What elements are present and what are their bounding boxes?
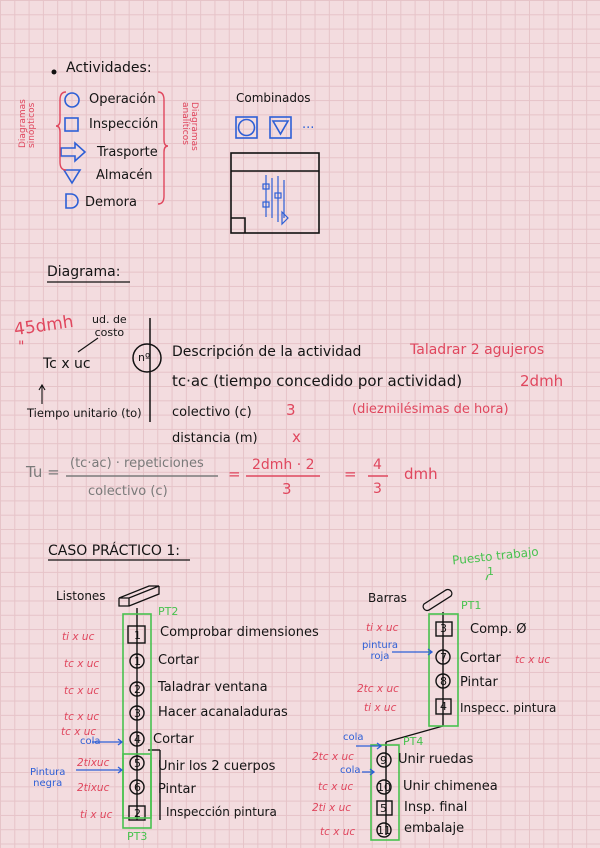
cola-note-barras-2: cola xyxy=(340,765,361,776)
formula-num: (tc·ac) · repeticiones xyxy=(70,456,204,471)
demora-label: Demora xyxy=(85,195,137,210)
barras-step-cost: tc x uc xyxy=(318,781,354,793)
barras-step-number: 4 xyxy=(440,700,447,713)
distancia-label: distancia (m) xyxy=(172,431,258,446)
barras-step-cost: 2tc x uc xyxy=(312,751,354,763)
barras-extra-cost: 2tc x uc xyxy=(357,683,399,695)
listones-step-number: 3 xyxy=(134,707,141,720)
listones-step-cost: tc x uc xyxy=(64,685,100,697)
formula-den2: 3 xyxy=(282,480,292,498)
formula-eq1: = xyxy=(228,465,241,483)
sinopticos-note: Diagramas sinópticos xyxy=(18,99,37,148)
listones-step-cost: 2tixuc xyxy=(77,782,110,794)
cola-arrow-barras-1 xyxy=(356,743,381,749)
pt4-label: PT4 xyxy=(403,735,424,748)
listones-flow xyxy=(128,608,160,820)
listones-step-cost: tc x uc xyxy=(64,658,100,670)
listones-step-text: Cortar xyxy=(158,653,199,668)
barras-step-text: Cortar xyxy=(460,651,501,666)
almacen-label: Almacén xyxy=(96,168,153,183)
listones-step-number: 2 xyxy=(134,807,141,820)
listones-step-number: 6 xyxy=(134,781,141,794)
barras-step-text: Pintar xyxy=(460,675,498,690)
barras-label: Barras xyxy=(368,591,407,605)
barras-step-number: 5 xyxy=(380,802,387,815)
cola-note-barras-1: cola xyxy=(343,732,364,743)
barras-step-text: Inspecc. pintura xyxy=(460,701,557,715)
combined-inner-circle-icon xyxy=(239,120,255,136)
barras-step-cost-right: tc x uc xyxy=(515,654,551,666)
right-brace xyxy=(158,92,168,204)
combinados-label: Combinados xyxy=(236,91,311,105)
barras-step-cost: ti x uc xyxy=(366,622,399,634)
barras-step-number: 10 xyxy=(377,781,391,794)
colectivo-label: colectivo (c) xyxy=(172,405,252,420)
barras-step-cost: ti x uc xyxy=(364,702,397,714)
transporte-label: Trasporte xyxy=(97,145,158,160)
barras-step-number: 11 xyxy=(377,824,391,837)
listones-step-cost: ti x uc xyxy=(80,809,113,821)
barras-step-text: Unir ruedas xyxy=(398,752,474,767)
caso-title: CASO PRÁCTICO 1: xyxy=(48,543,180,559)
listones-step-number: 2 xyxy=(134,683,141,696)
ud-costo-note: ud. de costo xyxy=(92,313,127,340)
listones-step-text: Hacer acanaladuras xyxy=(158,705,288,720)
cola-arrow-barras-2 xyxy=(362,769,374,775)
barras-piece-icon xyxy=(423,590,452,611)
descripcion-label: Descripción de la actividad xyxy=(172,344,362,360)
descripcion-value: Taladrar 2 agujeros xyxy=(410,342,545,358)
pt1-label: PT1 xyxy=(461,599,482,612)
operacion-label: Operación xyxy=(89,92,156,107)
pintura-arrow-barras xyxy=(392,649,432,655)
red-quote: " xyxy=(18,339,25,355)
red-45dmh: 45dmh xyxy=(12,311,75,341)
analiticos-note: Diagramas analíticos xyxy=(180,102,199,151)
listones-step-text: Pintar xyxy=(158,782,196,797)
inspection-symbol-icon xyxy=(65,118,78,131)
combined-inner-triangle-icon xyxy=(273,121,288,134)
listones-step-number: 1 xyxy=(134,629,141,642)
formula-num2: 2dmh · 2 xyxy=(252,457,315,473)
formula-den: colectivo (c) xyxy=(88,484,168,499)
barras-step-cost: tc x uc xyxy=(320,826,356,838)
actividades-title: Actividades: xyxy=(66,60,152,76)
listones-step-cost: 2tixuc xyxy=(77,757,110,769)
layout-sketch-flow xyxy=(263,175,288,224)
listones-step-cost: tc x uc xyxy=(64,711,100,723)
listones-step-number: 1 xyxy=(134,655,141,668)
listones-step-cost: ti x uc xyxy=(62,631,95,643)
barras-step-text: embalaje xyxy=(404,821,465,836)
barras-step-number: 7 xyxy=(440,651,447,664)
tc-uc-expr: Tc x uc xyxy=(43,356,91,372)
pintura-roja-note: pintura roja xyxy=(362,640,398,662)
formula-unit: dmh xyxy=(404,465,438,483)
colectivo-value: 3 xyxy=(286,401,296,419)
distancia-value: x xyxy=(292,428,301,446)
storage-symbol-icon xyxy=(64,170,80,183)
tiempo-arrow xyxy=(39,385,45,404)
diagrama-title: Diagrama: xyxy=(47,264,121,280)
listones-step-text: Inspección pintura xyxy=(166,805,277,819)
formula-eq2: = xyxy=(344,465,357,483)
barras-step-number: 8 xyxy=(440,675,447,688)
delay-symbol-icon xyxy=(66,194,78,208)
barras-step-number: 3 xyxy=(440,622,447,635)
pt2-label: PT2 xyxy=(158,605,179,618)
listones-piece-icon xyxy=(119,586,159,606)
listones-step-cost: tc x uc xyxy=(61,726,97,738)
listones-step-text: Taladrar ventana xyxy=(158,680,268,695)
ud-costo-arrow xyxy=(78,338,98,352)
transport-symbol-icon xyxy=(61,143,85,161)
formula-lhs: Tu = xyxy=(26,463,60,481)
tc-ac-value: 2dmh xyxy=(520,372,564,390)
inspeccion-label: Inspección xyxy=(89,117,159,132)
bullet-dot xyxy=(52,70,57,75)
circle-number: nº xyxy=(138,351,151,364)
barras-step-text: Insp. final xyxy=(404,800,468,815)
combinados-ellipsis: ... xyxy=(302,117,315,132)
barras-step-cost: 2ti x uc xyxy=(312,802,352,814)
tc-ac-note: (diezmilésimas de hora) xyxy=(352,402,509,417)
listones-step-number: 5 xyxy=(134,757,141,770)
listones-step-text: Comprobar dimensiones xyxy=(160,625,319,640)
tc-ac-label: tc·ac (tiempo concedido por actividad) xyxy=(172,372,463,390)
barras-step-text: Comp. Ø xyxy=(470,622,527,637)
cola-note-listones: cola xyxy=(80,736,101,747)
listones-step-text: Cortar xyxy=(153,732,194,747)
pintura-negra-note: Pintura negra xyxy=(30,767,66,789)
listones-step-text: Unir los 2 cuerpos xyxy=(158,759,276,774)
puesto-trabajo-number: 1 xyxy=(487,565,494,578)
formula-den3: 3 xyxy=(373,481,382,497)
listones-label: Listones xyxy=(56,589,106,603)
barras-step-text: Unir chimenea xyxy=(403,779,498,794)
pt3-label: PT3 xyxy=(127,830,148,843)
formula-num3: 4 xyxy=(373,457,382,473)
operation-symbol-icon xyxy=(65,93,79,107)
barras-step-number: 9 xyxy=(380,754,387,767)
listones-step-number: 4 xyxy=(134,733,141,746)
tiempo-unitario-label: Tiempo unitario (to) xyxy=(27,406,142,420)
puesto-trabajo-note: Puesto trabajo xyxy=(451,544,540,568)
